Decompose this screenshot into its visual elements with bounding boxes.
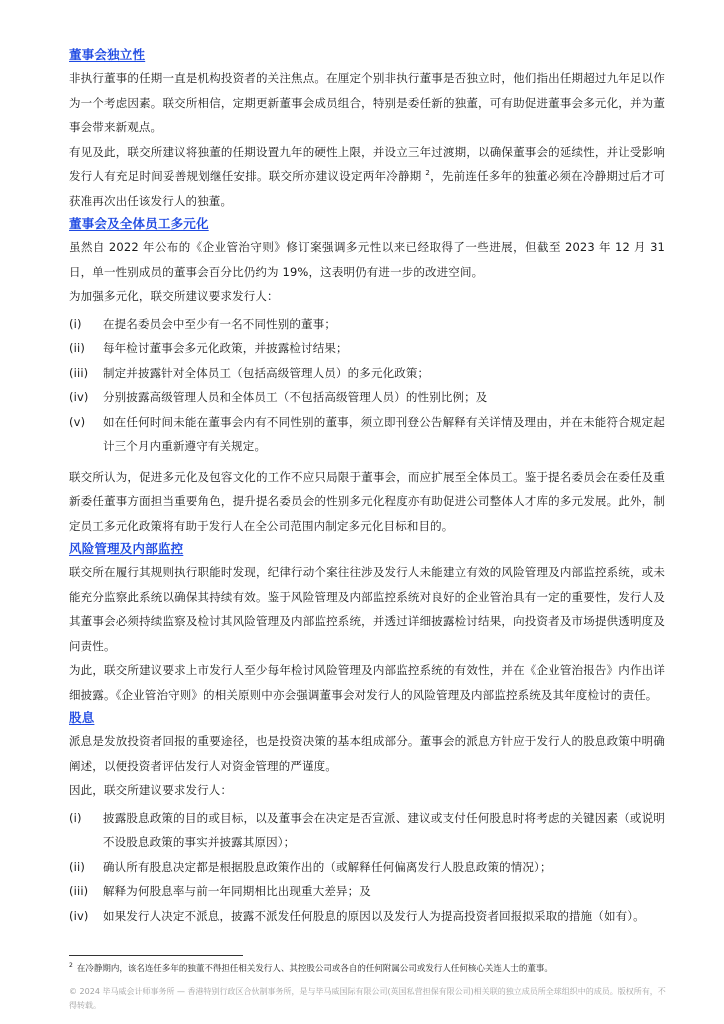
- heading-diversity: 董事会及全体员工多元化: [69, 216, 209, 231]
- footnote-ref[interactable]: 2: [425, 169, 430, 178]
- list-number: (iv): [69, 390, 89, 404]
- list-text: 分别披露高级管理人员和全体员工（不包括高级管理人员）的性别比例；及: [103, 390, 488, 404]
- paragraph: [69, 140, 665, 214]
- section-board-independence: [69, 44, 665, 213]
- page-content: [69, 44, 665, 934]
- list-text: 确认所有股息决定都是根据股息政策作出的（或解释任何偏离发行人股息政策的情况）；: [103, 859, 552, 874]
- paragraph: 非执行董事的任期一直是机构投资者的关注焦点。在厘定个别非执行董事是否独立时，他们指出任期超过九年足以作为一个考虑因素。联交所相信，定期更新董事会成员组合，特别是委任新的独董，可有助促进董事会多元化，并为董事会带来新观点。: [69, 71, 665, 134]
- footnote: [69, 962, 669, 976]
- footnote-number: 2: [69, 962, 73, 970]
- list-number: (i): [69, 316, 82, 331]
- paragraph: 因此，联交所建议要求发行人：: [69, 783, 233, 797]
- section-dividend: [69, 707, 665, 928]
- footnote-text: 在冷静期内，该名连任多年的独董不得担任相关发行人、其控股公司或各自的任何附属公司或发行人任何核心关连人士的董事。: [76, 964, 553, 974]
- list-text: 每年检讨董事会多元化政策，并披露检讨结果；: [103, 341, 348, 355]
- list-number: (iii): [69, 365, 89, 380]
- list-number: (iv): [69, 908, 89, 923]
- heading-risk-management: 风险管理及内部监控: [69, 541, 184, 556]
- footnote-divider: [69, 955, 243, 956]
- paragraph: 联交所在履行其规则执行职能时发现，纪律行动个案往往涉及发行人未能建立有效的风险管理及内部监控系统，或未能充分监察此系统以确保其持续有效。鉴于风险管理及内部监控系统对良好的企业管治具有一定的重要性，发行人及其董事会必须持续监察及检讨其风险管理及内部监控系统，并透过详细披露检讨结果，向投资者及市场提供透明度及问责性。: [69, 565, 665, 653]
- paragraph: 为加强多元化，联交所建议要求发行人：: [69, 289, 279, 303]
- list-item: [69, 855, 665, 880]
- list-number: (ii): [69, 859, 85, 874]
- heading-board-independence: 董事会独立性: [69, 47, 146, 62]
- paragraph: 联交所认为，促进多元化及包容文化的工作不应只局限于董事会，而应扩展至全体员工。鉴于提名委员会在委任及重新委任董事方面担当重要角色，提升提名委员会的性别多元化程度亦有助促进公司整体人才库的多元发展。此外，制定员工多元化政策将有助于发行人在全公司范围内制定多元化目标和目的。: [69, 469, 665, 533]
- list-item: [69, 879, 665, 904]
- list-item: [69, 410, 665, 459]
- diversity-list: [69, 312, 665, 459]
- list-item: [69, 336, 665, 361]
- copyright-notice: © 2024 毕马威会计师事务所 — 香港特别行政区合伙制事务所，是与毕马威国际有限公司(英国私营担保有限公司)相关联的独立成员所全球组织中的成员。版权所有，不得转载。: [69, 987, 666, 1010]
- list-text: 制定并披露针对全体员工（包括高级管理人员）的多元化政策；: [103, 365, 430, 380]
- paragraph: 派息是发放投资者回报的重要途径，也是投资决策的基本组成部分。董事会的派息方针应于发行人的股息政策中明确阐述，以便投资者评估发行人对资金管理的严谨度。: [69, 734, 665, 773]
- list-item: [69, 361, 665, 386]
- paragraph-text: 有见及此，联交所建议将独董的任期设置九年的硬性上限，并设立三年过渡期，以确保董事会的延续性，并让受影响发行人有充足时间妥善规划继任安排。联交所亦建议设定两年冷静期: [69, 144, 665, 183]
- heading-dividend: 股息: [69, 710, 95, 725]
- list-number: (iii): [69, 884, 89, 898]
- list-item: [69, 385, 665, 410]
- list-text: 在提名委员会中至少有一名不同性别的董事；: [103, 316, 336, 331]
- section-diversity: [69, 213, 665, 538]
- paragraph: 为此，联交所建议要求上市发行人至少每年检讨风险管理及内部监控系统的有效性，并在《企业管治报告》内作出详细披露。《企业管治守则》的相关原则中亦会强调董事会对发行人的风险管理及内部监控系统及其年度检讨的责任。: [69, 663, 665, 702]
- list-item: [69, 806, 665, 855]
- paragraph-text: ，先前连任多年的独董必须在冷静期过后才可获准再次出任该发行人的独董。: [69, 169, 665, 208]
- list-text: 解释为何股息率与前一年同期相比出现重大差异；及: [103, 884, 371, 898]
- section-risk-management: [69, 538, 665, 707]
- list-number: (v): [69, 414, 86, 429]
- list-text: 如在任何时间未能在董事会内有不同性别的董事，须立即刊登公告解释有关详情及理由，并在未能符合规定起计三个月内重新遵守有关规定。: [103, 414, 665, 453]
- list-item: [69, 904, 665, 929]
- list-text: 如果发行人决定不派息，披露不派发任何股息的原因以及发行人为提高投资者回报拟采取的措施（如有）。: [103, 908, 645, 923]
- dividend-list: [69, 806, 665, 929]
- list-number: (ii): [69, 341, 85, 355]
- list-number: (i): [69, 810, 82, 825]
- list-text: 披露股息政策的目的或目标，以及董事会在决定是否宣派、建议或支付任何股息时将考虑的关键因素（或说明不设股息政策的事实并披露其原因）；: [103, 810, 665, 849]
- list-item: [69, 312, 665, 337]
- paragraph: 虽然自 2022 年公布的《企业管治守则》修订案强调多元性以来已经取得了一些进展，但截至 2023 年 12 月 31 日，单一性别成员的董事会百分比仍约为 19%，这表明仍有进一步的改进空间。: [69, 240, 665, 279]
